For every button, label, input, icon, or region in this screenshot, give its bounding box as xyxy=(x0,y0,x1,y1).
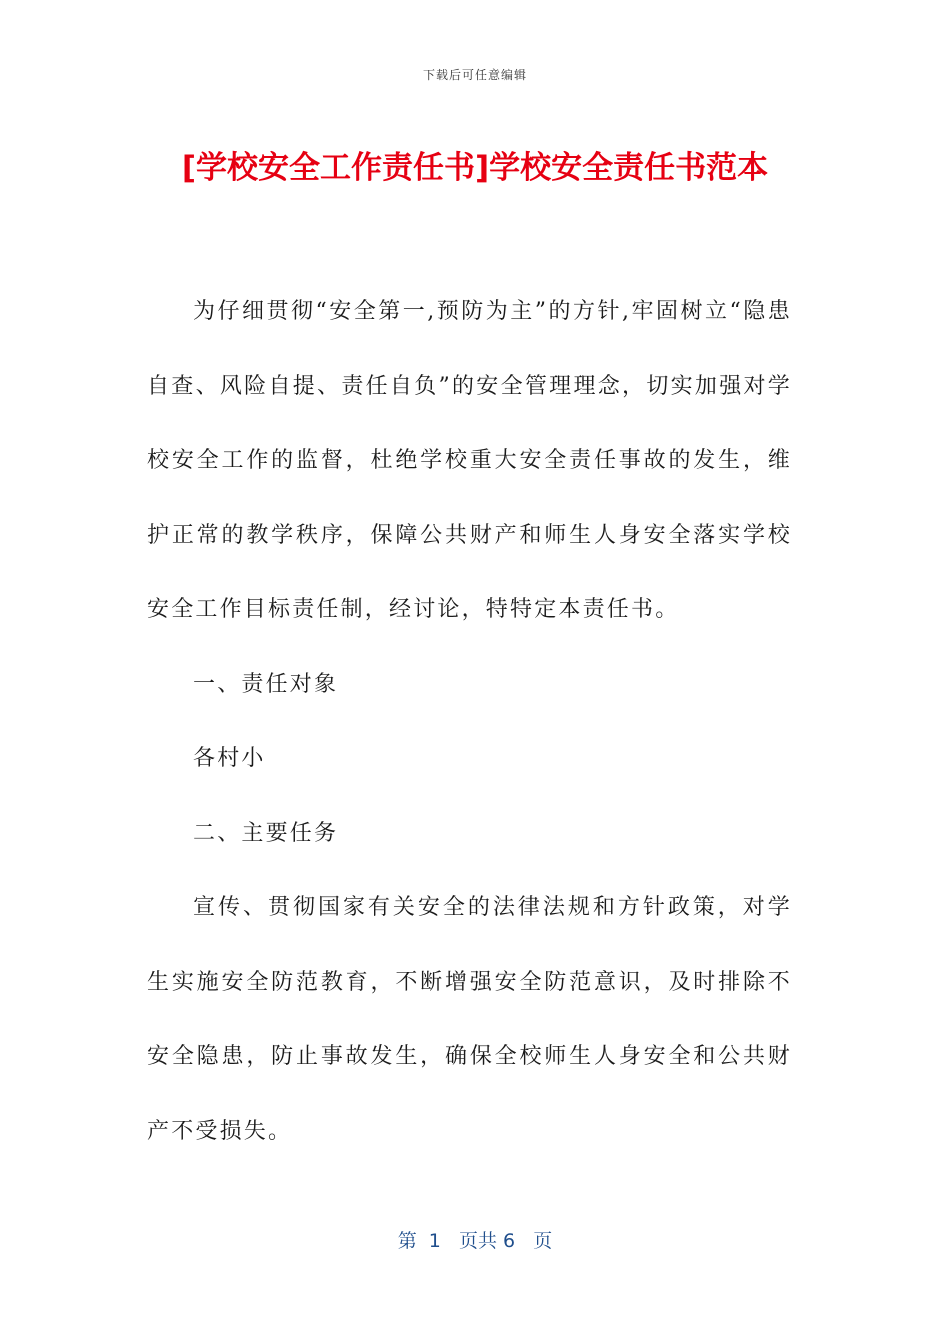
section-heading-2: 二、主要任务 xyxy=(193,820,339,846)
paragraph-target: 各村小 xyxy=(193,746,266,771)
paragraph-intro: 为仔细贯彻“安全第一,预防为主”的方针,牢固树立“隐患自查、风险自提、责任自负”的安全管理理念，切实加强对学校安全工作的监督，杜绝学校重大安全责任事故的发生，维护正常的教学秩序，保障公共财产和师生人身安全落实学校安全工作目标责任制，经讨论，特特定本责任书。 xyxy=(147,299,792,622)
section-heading-1: 一、责任对象 xyxy=(193,671,339,697)
document-body xyxy=(147,275,792,1169)
paragraph-tasks: 宣传、贯彻国家有关安全的法律法规和方针政策，对学生实施安全防范教育，不断增强安全防范意识，及时排除不安全隐患，防止事故发生，确保全校师生人身安全和公共财产不受损失。 xyxy=(147,895,792,1144)
page-number-footer: 第 1 页共 6 页 xyxy=(397,1230,553,1252)
header-note: 下载后可任意编辑 xyxy=(422,68,527,82)
document-title: [学校安全工作责任书]学校安全责任书范本 xyxy=(181,150,769,186)
